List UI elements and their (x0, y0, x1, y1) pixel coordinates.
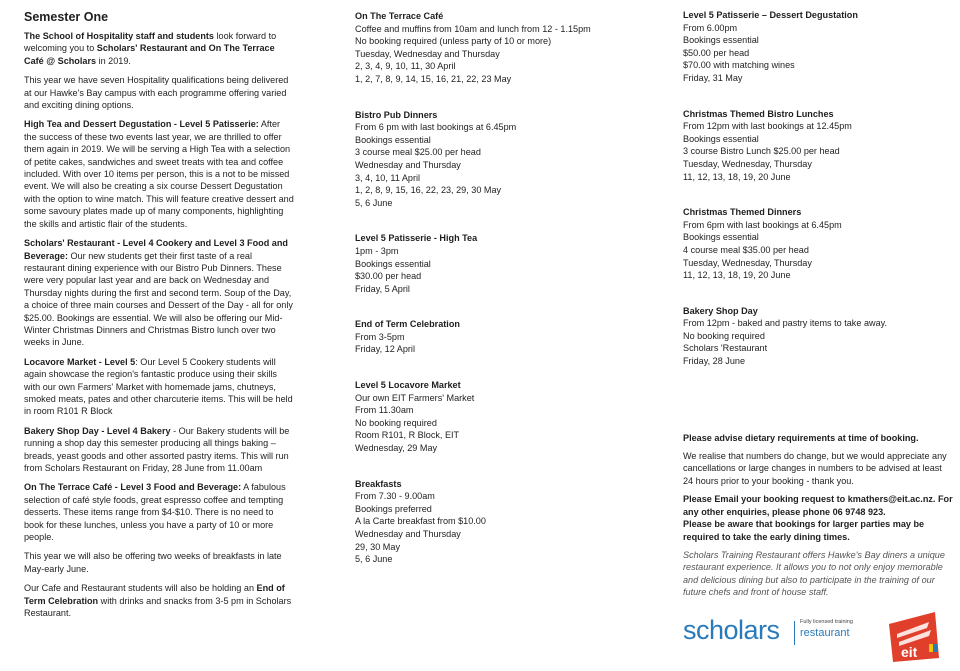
terrace-paragraph: On The Terrace Café - Level 3 Food and Beverage: A fabulous selection of café style foods, great espresso coffee and tempting desserts. These items range from $4-$10. There is no need to book for these lunches, unless you have a party of 10 or more people. (24, 482, 286, 543)
event-detail-line: Friday, 5 April (355, 283, 410, 294)
event-detail-line: Bookings essential (683, 232, 759, 243)
eit-logo-text: eit (901, 644, 918, 660)
event-detail-line: 3 course meal $25.00 per head (355, 147, 481, 158)
larger-parties-note: Please be aware that bookings for larger parties may be required to take the early dining times. (683, 519, 925, 542)
footer-logos (683, 610, 953, 665)
event-detail-line: 1, 2, 8, 9, 15, 16, 22, 23, 29, 30 May (355, 185, 502, 196)
event-detail-line: From 7.30 - 9.00am (355, 491, 435, 502)
dietary-note: Please advise dietary requirements at time of booking. (683, 432, 919, 443)
event-detail-line: From 6 pm with last bookings at 6.45pm (355, 122, 517, 133)
event-block (355, 232, 615, 295)
column-intro (24, 10, 294, 626)
event-detail-line: No booking required (unless party of 10 or more) (355, 36, 552, 47)
event-detail-line: From 6.00pm (683, 22, 738, 33)
restaurant-paragraph: Scholars' Restaurant - Level 4 Cookery and Level 3 Food and Beverage: Our new students get their first taste of a real restaurant dining experience with our Bistro Pub Dinners. These were very popular last year and are back on Wednesday and Thursday nights during the first and second term. Soup of the Day, a choice of three main courses and Dessert of the Day - all for only $25.00. Bookings are essential. We will also be offering our Mid-Winter Christmas Dinners and Christmas Bistro lunch over two weeks in June. (24, 238, 293, 348)
event-block (355, 318, 615, 356)
event-detail-line: 5, 6 June (355, 197, 393, 208)
qualifications-paragraph: This year we have seven Hospitality qualifications being delivered at our Hawke's Bay campus with each programme offering varied and exciting dining options. (24, 75, 289, 111)
breakfast-paragraph: This year we will also be offering two weeks of breakfasts in late May-early June. (24, 551, 282, 574)
event-title: Level 5 Patisserie - High Tea (355, 233, 478, 244)
event-detail-line: Room R101, R Block, EIT (355, 430, 460, 441)
event-block (683, 9, 953, 85)
booking-notes (683, 432, 953, 599)
event-title: Bistro Pub Dinners (355, 109, 438, 120)
event-detail-line: Scholars 'Restaurant (683, 343, 768, 354)
event-detail-line: Wednesday and Thursday (355, 529, 461, 539)
event-title: Level 5 Patisserie – Dessert Degustation (683, 10, 858, 20)
event-detail-line: Friday, 31 May (683, 72, 743, 83)
event-detail-line: $70.00 with matching wines (683, 60, 795, 71)
event-detail-line: 1pm - 3pm (355, 245, 399, 256)
event-detail-line: Bookings essential (683, 133, 759, 144)
event-detail-line: Tuesday, Wednesday, Thursday (683, 257, 812, 268)
event-detail-line: Wednesday and Thursday (355, 159, 461, 170)
event-detail-line: 4 course meal $35.00 per head (683, 244, 809, 255)
event-block (683, 206, 953, 282)
event-title: Christmas Themed Dinners (683, 207, 802, 218)
event-detail-line: 2, 3, 4, 9, 10, 11, 30 April (355, 61, 456, 72)
eit-logo-icon (883, 610, 945, 664)
event-detail-line: 29, 30 May (355, 541, 400, 552)
scholars-logo: scholars (683, 615, 780, 645)
event-title: Christmas Themed Bistro Lunches (683, 108, 834, 119)
event-detail-line: Bookings essential (355, 258, 431, 269)
page-title: Semester One (24, 10, 109, 24)
event-detail-line: Tuesday, Wednesday and Thursday (355, 48, 500, 59)
event-block (355, 10, 615, 86)
locavore-paragraph: Locavore Market - Level 5: Our Level 5 Cookery students will again showcase the region's fantastic produce using their skills with our own Farmers' Market with homemade jams, chutneys, smoked meats, pates and other charcuterie items. This will be held in room R101 R Block (24, 356, 293, 417)
event-detail-line: Friday, 12 April (355, 344, 415, 355)
event-detail-line: From 6pm with last bookings at 6.45pm (683, 219, 842, 230)
event-title: Bakery Shop Day (683, 305, 758, 316)
event-detail-line: No booking required (683, 330, 765, 341)
event-detail-line: $30.00 per head (355, 271, 422, 282)
event-detail-line: 1, 2, 7, 8, 9, 14, 15, 16, 21, 22, 23 May (355, 73, 512, 84)
high-tea-paragraph: High Tea and Dessert Degustation - Level 5 Patisserie: After the success of these two events last year, we are thrilled to offer them again in 2019. We will be serving a High Tea with a selection of petite cakes, sandwiches and sweet treats with tea and coffee included. With over 10 items per person, this is a not to be missed event. We will also be creating a six course Dessert Degustation with the option to wine match. This will feature creative dessert and some savoury plates made up of many components, highlighting the skills and artistic flair of the students. (24, 119, 294, 229)
event-detail-line: Coffee and muffins from 10am and lunch from 12 - 1.15pm (355, 23, 591, 34)
event-block (683, 305, 953, 368)
event-detail-line: $50.00 per head (683, 47, 750, 58)
event-title: On The Terrace Café (355, 11, 444, 21)
logo-divider (794, 621, 795, 645)
intro-paragraph: The School of Hospitality staff and students look forward to welcoming you to Scholars' Restaurant and On The Terrace Café @ Scholars in 2019. (24, 31, 277, 66)
event-block (355, 379, 615, 455)
event-detail-line: From 3-5pm (355, 331, 405, 342)
event-detail-line: 11, 12, 13, 18, 19, 20 June (683, 171, 791, 182)
about-note: Scholars Training Restaurant offers Hawke's Bay diners a unique restaurant experience. It allows you to not only enjoy memorable and delicious dining but also to participate in the training of our future chefs and front of house staff. (683, 549, 945, 598)
numbers-note: We realise that numbers do change, but we would appreciate any cancellations or large changes in numbers to be advised at least 24 hours prior to your booking - thank you. (683, 451, 947, 486)
event-detail-line: 3, 4, 10, 11 April (355, 172, 421, 183)
event-detail-line: From 12pm with last bookings at 12.45pm (683, 121, 852, 132)
column-events-2 (683, 9, 953, 605)
event-title: Level 5 Locavore Market (355, 380, 461, 391)
event-title: Breakfasts (355, 478, 402, 489)
event-detail-line: Bookings preferred (355, 503, 432, 514)
logo-tagline: Fully licensed training (800, 619, 853, 625)
event-detail-line: Tuesday, Wednesday, Thursday (683, 158, 812, 169)
event-detail-line: Bookings essential (683, 35, 759, 46)
event-detail-line: From 11.30am (355, 405, 414, 416)
email-note: Please Email your booking request to kmathers@eit.ac.nz. For any other enquiries, please phone 06 9748 923. (683, 494, 953, 517)
event-detail-line: No booking required (355, 417, 437, 428)
event-detail-line: From 12pm - baked and pastry items to take away. (683, 318, 888, 329)
event-list (683, 9, 953, 368)
event-block (355, 109, 615, 210)
event-block (683, 108, 953, 184)
end-of-term-paragraph: Our Cafe and Restaurant students will also be holding an End of Term Celebration with drinks and snacks from 3-5 pm in Scholars Restaurant. (24, 583, 292, 619)
event-detail-line: 3 course Bistro Lunch $25.00 per head (683, 146, 840, 157)
column-events-1 (355, 10, 615, 589)
event-detail-line: Our own EIT Farmers' Market (355, 392, 475, 403)
event-title: End of Term Celebration (355, 319, 460, 330)
bakery-paragraph: Bakery Shop Day - Level 4 Bakery - Our Bakery students will be running a shop day this semester producing all things baking – breads, yeast goods and other assorted pastry items. This will run from Scholars Restaurant on Friday, 28 June from 11.00am (24, 425, 290, 473)
event-block (355, 478, 615, 566)
logo-subtitle: restaurant (800, 627, 850, 639)
event-detail-line: A la Carte breakfast from $10.00 (355, 516, 486, 527)
event-detail-line: Bookings essential (355, 134, 431, 145)
event-detail-line: Friday, 28 June (683, 356, 746, 367)
event-detail-line: 5, 6 June (355, 554, 393, 565)
event-detail-line: 11, 12, 13, 18, 19, 20 June (683, 270, 791, 281)
event-detail-line: Wednesday, 29 May (355, 443, 438, 454)
